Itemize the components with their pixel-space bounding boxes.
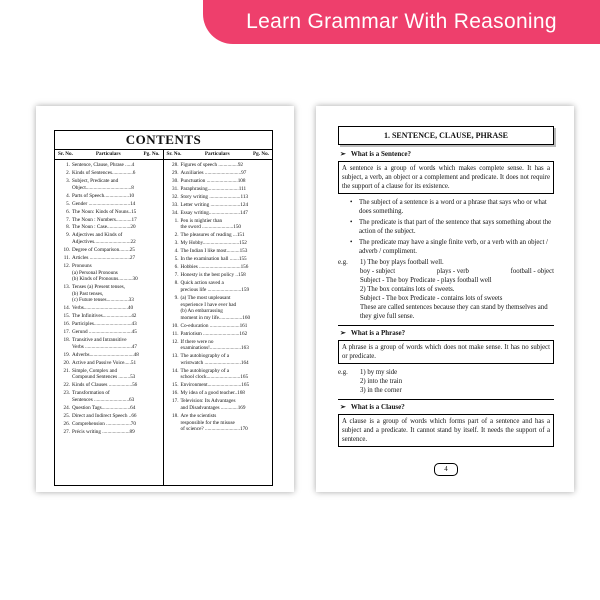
contents-entry	[57, 209, 161, 216]
entry-title: Pen is mightier than the sword ........................150	[180, 217, 242, 231]
chapter-page	[316, 106, 574, 492]
entry-number: 6.	[66, 208, 70, 215]
entry-title: My idea of a good teacher..168	[180, 390, 245, 397]
entry-number: 8.	[66, 224, 70, 231]
entry-number: 33.	[172, 201, 179, 208]
entry-title: Subject, Predicate and Object...................................8	[72, 177, 134, 191]
entry-number: 9.	[174, 294, 179, 301]
entry-number: 4.	[66, 192, 70, 199]
contents-entry	[166, 256, 271, 263]
entry-number: 31.	[172, 185, 179, 192]
entry-number: 34.	[172, 209, 179, 216]
contents-entry	[166, 218, 271, 231]
entry-title: The Noun: Kinds of Nouns..15	[72, 208, 137, 215]
banner-text: Learn Grammar With Reasoning	[246, 10, 557, 33]
phrase-example-2: 2) into the train	[360, 378, 403, 385]
entry-title: Sentence, Clause, Phrase .....4	[72, 162, 135, 168]
contents-entry	[57, 247, 161, 254]
contents-entry	[57, 284, 161, 304]
section-heading-sentence: ➢ What is a Sentence?	[340, 150, 411, 158]
entry-title: Environment..........................165	[180, 382, 250, 389]
entry-number: 8.	[174, 280, 179, 287]
contents-entry	[166, 272, 271, 279]
contents-entry	[166, 162, 271, 169]
entry-title: Honesty is the best policy ..158	[180, 272, 246, 279]
entry-title: The autobiography of a wristwatch ............................164	[180, 353, 249, 366]
entry-title: Paraphrasing........................111	[180, 185, 247, 192]
contents-entry	[57, 162, 161, 169]
phrase-definition: A phrase is a group of words which does not make sense. It has no subject or predicate.	[338, 340, 554, 364]
entry-number: 6.	[174, 264, 179, 271]
contents-entry	[166, 353, 271, 366]
entry-number: 28.	[172, 162, 179, 168]
contents-entry	[57, 390, 161, 403]
entry-title: Parts of Speech...................10	[72, 192, 135, 199]
entry-title: Transitive and Intransitive Verbs ....................................47	[72, 337, 137, 350]
entry-number: 19.	[63, 351, 70, 358]
entry-number: 1.	[174, 217, 179, 224]
contents-entry	[166, 178, 271, 185]
entry-number: 18.	[172, 412, 179, 419]
header-pg: Pg. No.	[143, 151, 160, 157]
contents-entry	[57, 321, 161, 328]
entry-number: 27.	[63, 428, 70, 435]
entry-title: The autobiography of a school clock..........................165	[180, 367, 249, 381]
entry-title: In the examination hall .......155	[180, 256, 247, 263]
phrase-example-1: e.g. 1) by my side	[338, 369, 398, 376]
entry-number: 11.	[172, 330, 179, 337]
entry-title: Articles ...............................27	[72, 255, 136, 262]
contents-title: CONTENTS	[55, 131, 272, 150]
entry-title: Auxiliaries ............................97	[180, 169, 247, 176]
entry-number: 9.	[66, 232, 70, 239]
entry-number: 7.	[174, 272, 179, 279]
example-1: e.g. 1) The boy plays football well.	[338, 259, 444, 266]
clause-definition: A clause is a group of words which forms part of a sentence and has a subject and a predicate. It cannot stand by itself. It needs the support of a sentence.	[338, 414, 554, 447]
contents-entry	[57, 193, 161, 200]
contents-entry	[57, 429, 161, 436]
entry-number: 32.	[172, 193, 179, 200]
entry-number: 12.	[172, 338, 179, 345]
contents-entry	[166, 368, 271, 381]
bullet-item: • The predicate is that part of the sentence that says something about the action of the subject.	[350, 219, 552, 235]
entry-title: Essay writing........................147	[180, 209, 248, 216]
entry-title: Adverbs..................................48	[72, 351, 139, 358]
contents-entry	[166, 339, 271, 352]
contents-column-right	[164, 160, 273, 485]
entry-title: Précis writing .....................89	[72, 428, 135, 435]
arrow-icon: ➢	[340, 150, 346, 158]
entry-title: Pronouns (a) Personal Pronouns (b) Kinds of Pronouns...........30	[72, 263, 138, 283]
arrow-icon: ➢	[340, 403, 346, 411]
contents-entry	[57, 329, 161, 336]
example-2: 2) The box contains lots of sweets.	[360, 286, 455, 293]
entry-title: If there were no examinations!........................163	[180, 338, 249, 352]
example-2-subject-predicate: Subject - The box Predicate - contains lots of sweets	[360, 295, 503, 302]
entry-number: 2.	[174, 232, 179, 239]
entry-number: 3.	[174, 240, 179, 247]
entry-title: (a) The most unpleasant experience I have ever had (b) An embarrassing moment in my life..................160	[180, 294, 251, 321]
contents-entry	[57, 255, 161, 262]
entry-number: 16.	[63, 321, 70, 328]
entry-number: 25.	[63, 412, 70, 419]
contents-header	[55, 150, 272, 160]
entry-title: Story writing ........................113	[180, 193, 249, 200]
entry-number: 5.	[66, 200, 70, 207]
entry-title: Gender ................................14	[72, 200, 136, 207]
entry-number: 15.	[63, 313, 70, 320]
entry-title: Participles.............................43	[72, 321, 137, 328]
contents-entry	[57, 368, 161, 381]
sentence-definition: A sentence is a group of words which makes complete sense. It has a subject, a verb, an object or a complement and predicate. It does not require the support of a clause for its existence.	[338, 161, 554, 194]
entry-title: Simple, Complex and Compound Sentences .........53	[72, 367, 136, 381]
contents-entry	[166, 280, 271, 293]
contents-entry	[166, 240, 271, 247]
contents-entry	[166, 264, 271, 271]
entry-number: 5.	[174, 256, 179, 263]
entry-number: 15.	[172, 382, 179, 389]
header-sr: Sr. No.	[58, 151, 73, 157]
arrow-icon: ➢	[340, 329, 346, 337]
entry-title: Verbs..................................40	[72, 305, 134, 312]
contents-entry	[166, 398, 271, 411]
entry-title: Figures of speech ...............92	[180, 162, 244, 168]
entry-number: 7.	[66, 216, 70, 223]
contents-entry	[166, 295, 271, 321]
entry-title: Gerund .................................45	[72, 329, 137, 336]
contents-entry	[57, 413, 161, 420]
entry-number: 10.	[172, 322, 179, 329]
entry-number: 29.	[172, 169, 179, 176]
entry-number: 16.	[172, 390, 179, 397]
entry-title: Letter writing .......................124	[180, 201, 249, 208]
phrase-example-3: 3) in the corner	[360, 387, 402, 394]
entry-number: 13.	[172, 353, 179, 360]
contents-entry	[166, 186, 271, 193]
contents-entry	[57, 178, 161, 191]
entry-title: Transformation of Sentences ...........................63	[72, 390, 135, 403]
entry-number: 18.	[63, 337, 70, 344]
contents-entry	[57, 170, 161, 177]
entry-title: Quick action saved a precious life ..........................159	[180, 280, 250, 293]
contents-entry	[166, 382, 271, 389]
chapter-title: 1. SENTENCE, CLAUSE, PHRASE	[338, 126, 554, 145]
contents-entry	[57, 360, 161, 367]
entry-title: The Infinitives......................42	[72, 313, 137, 320]
entry-title: Question Tags......................64	[72, 404, 136, 411]
title-banner	[203, 0, 600, 44]
contents-entry	[57, 405, 161, 412]
entry-number: 30.	[172, 177, 179, 184]
contents-entry	[57, 263, 161, 283]
divider	[338, 399, 554, 400]
entry-number: 14.	[63, 305, 70, 312]
entry-title: Adjectives and Kinds of Adjectives............................22	[72, 232, 136, 246]
entry-title: The Indian I like most..........153	[180, 248, 248, 255]
contents-entry	[166, 170, 271, 177]
entry-number: 17.	[63, 329, 70, 336]
entry-number: 3.	[66, 177, 70, 184]
bullet-item: • The subject of a sentence is a word or a phrase that says who or what does something.	[350, 199, 547, 215]
contents-entry	[166, 202, 271, 209]
entry-number: 4.	[174, 248, 179, 255]
entry-title: Television: Its Advantages and Disadvantages .............169	[180, 398, 246, 411]
entry-number: 23.	[63, 390, 70, 397]
contents-entry	[57, 232, 161, 245]
contents-table	[54, 130, 273, 486]
contents-entry	[166, 413, 271, 433]
contents-entry	[57, 224, 161, 231]
header-pg: Pg. No.	[252, 151, 269, 157]
entry-title: Direct and Indirect Speech ..66	[72, 412, 137, 419]
entry-number: 24.	[63, 404, 70, 411]
contents-entry	[166, 323, 271, 330]
entry-title: The Noun : Case..................20	[72, 224, 136, 231]
contents-entry	[166, 390, 271, 397]
entry-number: 17.	[172, 398, 179, 405]
entry-title: Hobbies ................................156	[180, 264, 249, 271]
entry-number: 12.	[63, 263, 70, 270]
contents-column-left	[55, 160, 164, 485]
contents-entry	[57, 305, 161, 312]
contents-entry	[166, 232, 271, 239]
section-heading-clause: ➢ What is a Clause?	[340, 403, 405, 411]
contents-entry	[166, 331, 271, 338]
entry-title: My Hobby............................152	[180, 240, 247, 247]
example-1-subject-predicate: Subject - The boy Predicate - plays football well	[360, 277, 492, 284]
entry-title: Active and Passive Voice.....51	[72, 359, 137, 366]
entry-title: The pleasures of reading ...151	[180, 232, 245, 239]
entry-number: 20.	[63, 359, 70, 366]
entry-title: Punctuation ........................108	[180, 177, 246, 184]
entry-title: Degree of Comparison........25	[72, 247, 135, 254]
entry-number: 13.	[63, 284, 70, 291]
section-heading-phrase: ➢ What is a Phrase?	[340, 329, 406, 337]
entry-title: Comprehension ...................70	[72, 420, 136, 427]
contents-entry	[57, 352, 161, 359]
entry-title: Co-education .......................161	[180, 322, 248, 329]
header-particulars: Particulars	[95, 151, 121, 157]
entry-number: 2.	[66, 169, 70, 176]
entry-number: 10.	[63, 247, 70, 254]
entry-title: Are the scientists responsible for the misuse of science? ...........................170	[180, 412, 248, 433]
contents-entry	[166, 194, 271, 201]
page-number: 4	[434, 463, 458, 476]
entry-number: 11.	[63, 255, 70, 262]
example-1-parts: boy - subject plays - verb football - object	[360, 268, 554, 275]
contents-entry	[57, 337, 161, 350]
contents-entry	[166, 210, 271, 217]
entry-number: 22.	[63, 382, 70, 389]
header-sr: Sr. No.	[166, 151, 182, 157]
entry-title: Tenses (a) Present tenses, (b) Past tenses, (c) Future tenses.................33	[72, 284, 134, 304]
contents-page	[36, 106, 294, 492]
entry-title: Kinds of Clauses ..................56	[72, 382, 138, 389]
bullet-item: • The predicate may have a single finite verb, or a verb with an object / adverb / compliment.	[350, 239, 548, 255]
contents-entry	[57, 382, 161, 389]
entry-title: Kinds of Sentences................6	[72, 169, 136, 176]
divider	[338, 325, 554, 326]
contents-entry	[57, 201, 161, 208]
entry-title: Patriotism ............................162	[180, 330, 248, 337]
entry-number: 21.	[63, 367, 70, 374]
entry-number: 1.	[66, 162, 70, 168]
contents-entry	[57, 217, 161, 224]
header-particulars: Particulars	[204, 151, 230, 157]
sentence-note: These are called sentences because they can stand by themselves and they give full sense.	[360, 304, 548, 320]
contents-entry	[166, 248, 271, 255]
contents-entry	[57, 313, 161, 320]
entry-title: The Noun : Numbers............17	[72, 216, 137, 223]
entry-number: 14.	[172, 367, 179, 374]
entry-number: 26.	[63, 420, 70, 427]
contents-entry	[57, 421, 161, 428]
